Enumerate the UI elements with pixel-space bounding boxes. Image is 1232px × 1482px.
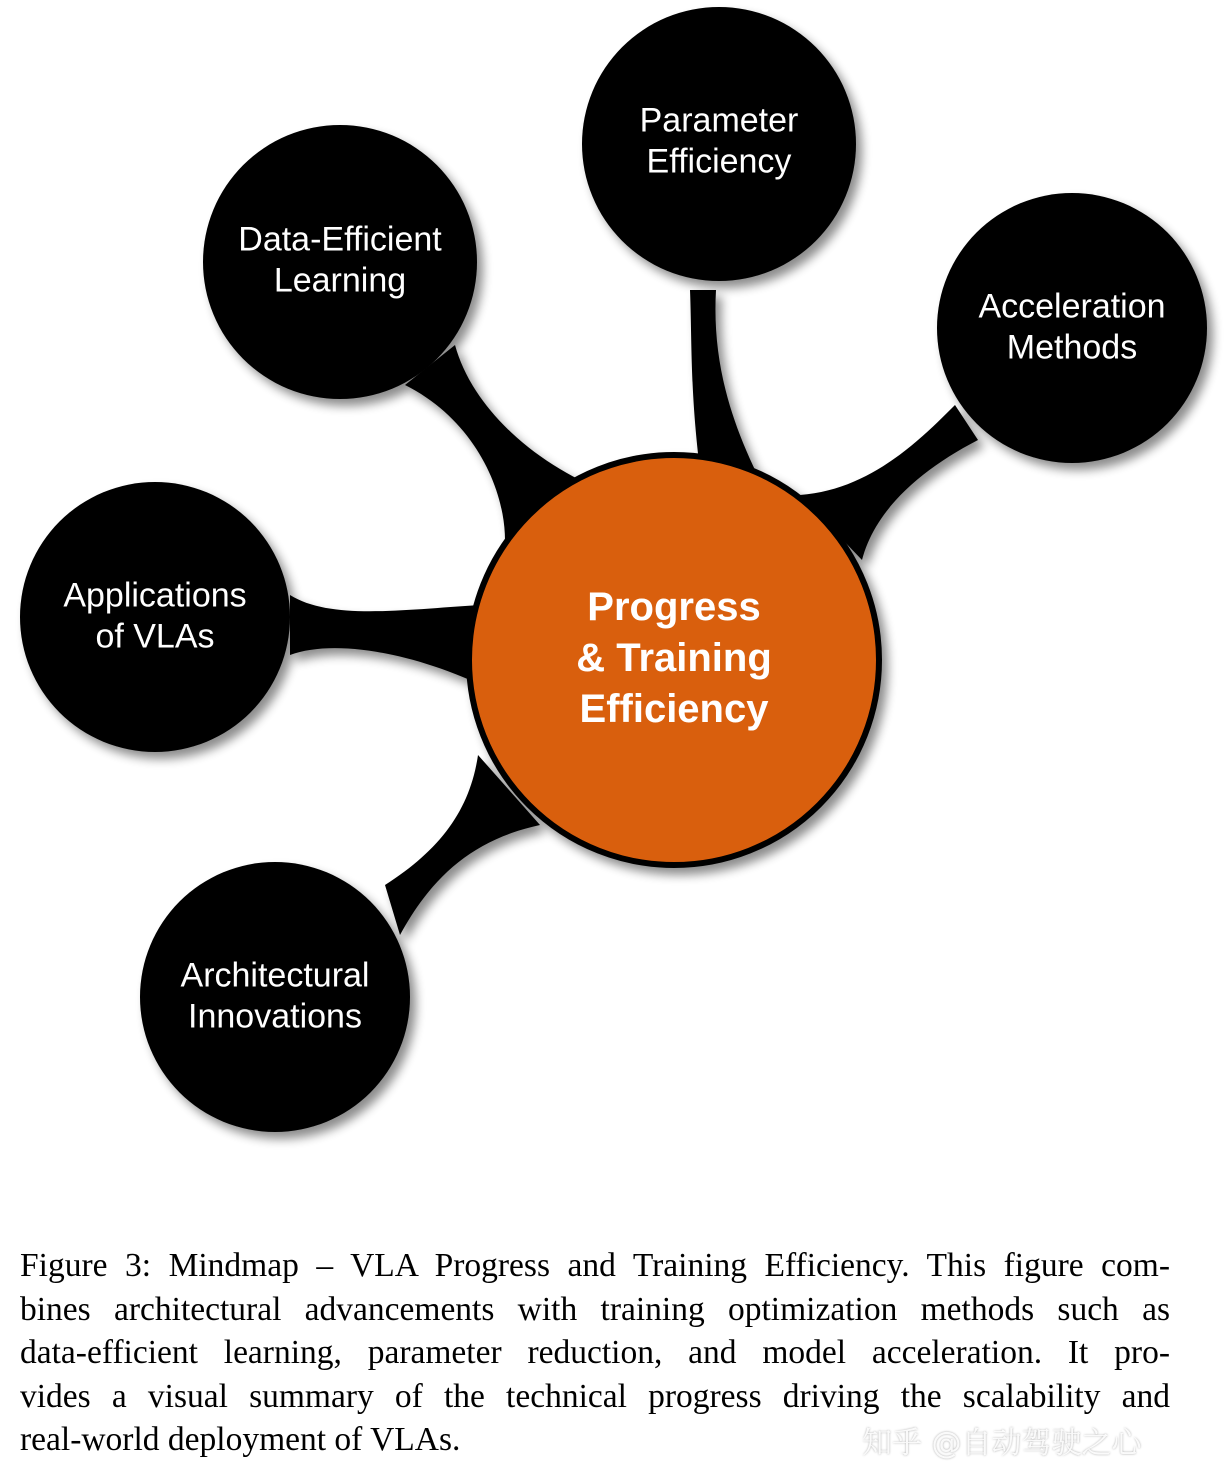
watermark: 知乎 @自动驾驶之心 [862, 1426, 1142, 1461]
node-label-acceleration-methods [978, 287, 1165, 370]
node-label-line: Applications [63, 576, 247, 615]
node-label-line: Data-Efficient [238, 220, 442, 259]
node-label-line: Architectural [180, 956, 370, 995]
caption-line: data-efficient learning, parameter reduction, and model acceleration. It pro- [20, 1334, 1170, 1371]
node-label-applications-of-vlas [63, 576, 246, 659]
node-label-line: Efficiency [646, 143, 792, 181]
node-label-line: Innovations [188, 998, 362, 1036]
node-label-line: Acceleration [978, 287, 1166, 326]
center-label-line: Efficiency [579, 687, 769, 732]
connector-applications-of-vlas [290, 595, 480, 680]
center-label-line: Progress [587, 585, 761, 630]
caption-line: bines architectural advancements with training optimization methods such as [20, 1290, 1170, 1328]
node-label-parameter-efficiency [640, 101, 799, 184]
caption-line: real-world deployment of VLAs. [20, 1421, 461, 1458]
center-node-label [576, 582, 772, 736]
connector-parameter-efficiency [690, 290, 760, 480]
caption-line: vides a visual summary of the technical progress driving the scalability and [20, 1377, 1170, 1415]
node-label-line: Learning [273, 262, 407, 300]
center-label-line: & Training [576, 636, 772, 681]
node-label-line: Parameter [639, 101, 799, 140]
node-label-data-efficient-learning [238, 220, 441, 303]
node-label-line: Methods [1006, 329, 1138, 367]
caption-line: Figure 3: Mindmap – VLA Progress and Training Efficiency. This figure com- [20, 1247, 1170, 1284]
node-label-architectural-innovations [181, 956, 370, 1039]
node-label-line: of VLAs [95, 618, 215, 656]
